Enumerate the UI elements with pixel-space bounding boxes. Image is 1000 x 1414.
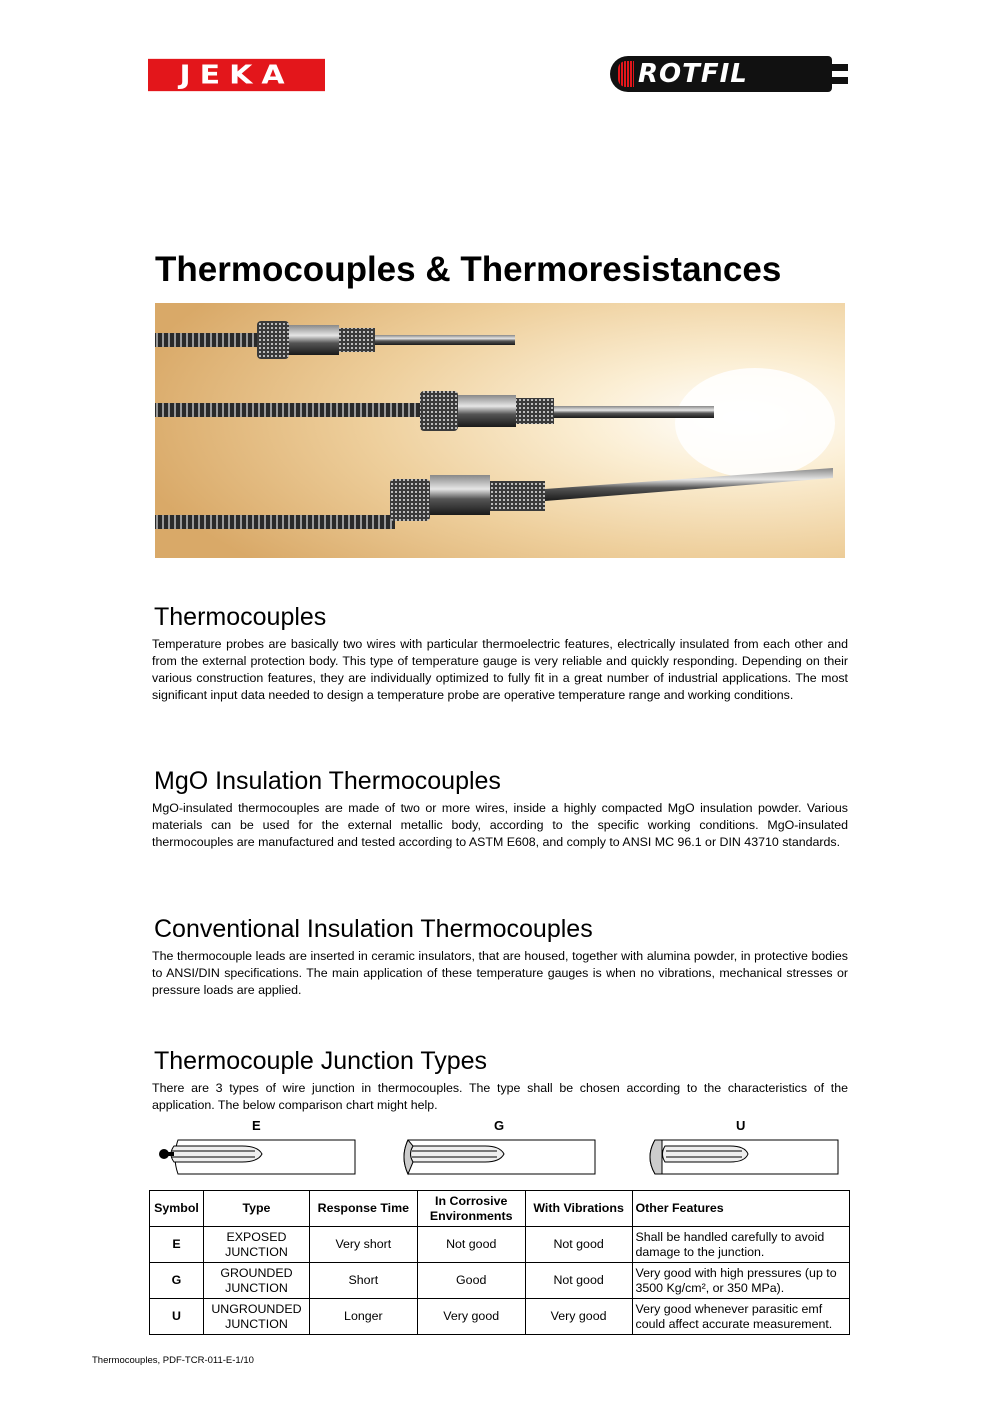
table-cell: UNGROUNDED JUNCTION xyxy=(203,1299,309,1335)
section-body: There are 3 types of wire junction in thermocouples. The type shall be chosen according to the characteristics of the application. The below comparison chart might help. xyxy=(152,1081,848,1112)
section-body: The thermocouple leads are inserted in ceramic insulators, that are housed, together with alumina powder, in protective bodies to ANSI/DIN specifications. The main application of these temperature gauges is when no vibrations, mechanical stresses or pressure loads are applied. xyxy=(152,949,848,997)
section-thermocouples xyxy=(152,603,848,704)
table-cell: Very good xyxy=(525,1299,632,1335)
section-conventional xyxy=(152,915,848,999)
table-header-row xyxy=(150,1191,850,1227)
exposed-junction-diagram xyxy=(159,1140,355,1174)
table-header: Type xyxy=(203,1191,309,1227)
table-cell: G xyxy=(150,1263,204,1299)
section-body: Temperature probes are basically two wires with particular thermoelectric features, electrically insulated from each other and from the external protection body. This type of temperature gauge is very reliable and quickly responding. Depending on their various construction features, they are individually optimized to fully fit in a great number of industrial applications. The most significant input data needed to design a temperature probe are operative temperature range and working conditions. xyxy=(152,637,848,702)
coil-icon xyxy=(618,61,634,87)
grounded-junction-diagram xyxy=(404,1140,595,1174)
jeka-logo: JEKA xyxy=(148,59,325,91)
table-header: Other Features xyxy=(632,1191,850,1227)
table-cell: Good xyxy=(417,1263,525,1299)
table-cell: Very good with high pressures (up to 3500 Kg/cm², or 350 MPa). xyxy=(632,1263,850,1299)
section-heading: Conventional Insulation Thermocouples xyxy=(154,915,593,943)
section-heading: Thermocouple Junction Types xyxy=(154,1047,488,1075)
table-cell: EXPOSED JUNCTION xyxy=(203,1227,309,1263)
table-cell: GROUNDED JUNCTION xyxy=(203,1263,309,1299)
rotfil-logo-text: ROTFIL xyxy=(638,59,748,89)
product-photo xyxy=(155,303,845,558)
junction-label-u: U xyxy=(736,1118,746,1133)
table-cell: Very good xyxy=(417,1299,525,1335)
table-header: In Corrosive Environments xyxy=(417,1191,525,1227)
section-mgo xyxy=(152,767,848,851)
table-row xyxy=(150,1299,850,1335)
table-cell: Very good whenever parasitic emf could affect accurate measurement. xyxy=(632,1299,850,1335)
table-cell: Short xyxy=(309,1263,417,1299)
table-cell: U xyxy=(150,1299,204,1335)
junction-diagrams xyxy=(150,1118,850,1178)
junction-label-e: E xyxy=(252,1118,261,1133)
table-header: With Vibrations xyxy=(525,1191,632,1227)
page-footer: Thermocouples, PDF-TCR-011-E-1/10 xyxy=(92,1355,254,1366)
rotfil-logo xyxy=(610,56,848,92)
section-body: MgO-insulated thermocouples are made of two or more wires, inside a highly compacted MgO insulation powder. Various materials can be used for the external metallic body, according to the specific working conditions. MgO-insulated thermocouples are manufactured and tested according to ASTM E608, and comply to ANSI MC 96.1 or DIN 43710 standards. xyxy=(152,801,848,849)
table-cell: Shall be handled carefully to avoid damage to the junction. xyxy=(632,1227,850,1263)
table-header: Symbol xyxy=(150,1191,204,1227)
table-cell: Not good xyxy=(525,1227,632,1263)
table-cell: Very short xyxy=(309,1227,417,1263)
table-cell: E xyxy=(150,1227,204,1263)
page-title: Thermocouples & Thermoresistances xyxy=(155,250,782,289)
table-cell: Longer xyxy=(309,1299,417,1335)
section-junction-types xyxy=(152,1047,848,1114)
section-heading: MgO Insulation Thermocouples xyxy=(154,767,501,795)
table-cell: Not good xyxy=(525,1263,632,1299)
table-header: Response Time xyxy=(309,1191,417,1227)
table-row xyxy=(150,1227,850,1263)
table-cell: Not good xyxy=(417,1227,525,1263)
junction-label-g: G xyxy=(494,1118,505,1133)
ungrounded-junction-diagram xyxy=(650,1140,838,1174)
table-row xyxy=(150,1263,850,1299)
junction-comparison-table xyxy=(149,1190,850,1335)
section-heading: Thermocouples xyxy=(154,603,327,631)
